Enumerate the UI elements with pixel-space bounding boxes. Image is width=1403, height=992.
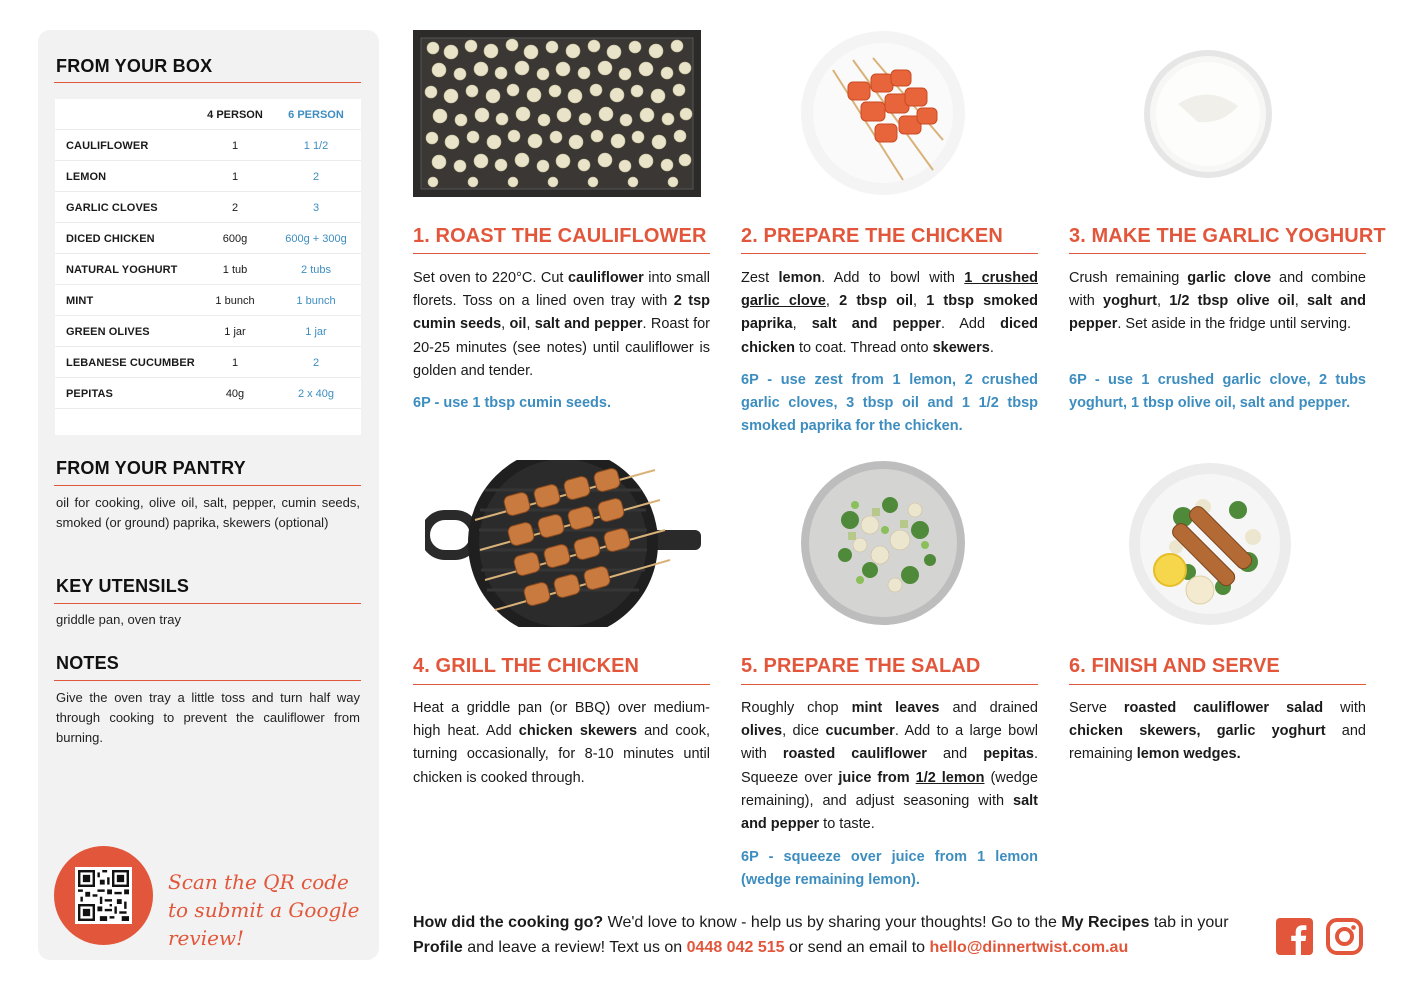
step-3-body: Crush remaining garlic clove and combine with yoghurt, 1/2 tbsp olive oil, salt and pepper. Set aside in the fridge until serving. <box>1069 270 1367 333</box>
instagram-icon[interactable] <box>1326 918 1363 955</box>
notes-title: NOTES <box>56 653 120 673</box>
quantity-4-person: 600g <box>222 233 248 245</box>
quantity-6-person: 1 jar <box>305 326 327 338</box>
divider <box>54 603 361 604</box>
table-row <box>55 347 361 378</box>
grilled-skewers-image <box>425 460 701 627</box>
qr-code-icon[interactable] <box>75 867 132 924</box>
quantity-6-person: 2 <box>312 357 320 369</box>
table-header <box>55 99 361 130</box>
ingredient-name: GREEN OLIVES <box>66 326 150 338</box>
ingredient-name: PEPITAS <box>66 388 113 400</box>
qr-code-badge[interactable] <box>54 846 153 945</box>
feedback-footer: How did the cooking go? We'd love to know - help us by sharing your thoughts! Go to the My Recipes tab in your Profile and leave a review! Text us on 0448 042 515 or send an email to hello@dinnertwist.com.au <box>413 914 1229 956</box>
quantity-4-person: 40g <box>225 388 245 400</box>
ingredient-name: MINT <box>66 295 94 307</box>
divider <box>413 253 710 254</box>
step-3-title: 3. MAKE THE GARLIC YOGHURT <box>1069 225 1386 247</box>
notes-text: Give the oven tray a little toss and turn half way through cooking to prevent the cauliflower from burning. <box>56 690 360 745</box>
marinated-chicken-image <box>793 30 973 197</box>
table-row <box>55 130 361 161</box>
from-your-box-title: FROM YOUR BOX <box>56 56 213 76</box>
divider <box>741 684 1038 685</box>
divider <box>1069 253 1366 254</box>
quantity-4-person: 1 jar <box>224 326 246 338</box>
divider <box>741 253 1038 254</box>
quantity-6-person: 3 <box>312 202 320 214</box>
step-5-title: 5. PREPARE THE SALAD <box>741 655 981 677</box>
table-row <box>55 378 361 409</box>
table-row <box>55 161 361 192</box>
quantity-4-person: 1 bunch <box>215 295 255 307</box>
step-1-title: 1. ROAST THE CAULIFLOWER <box>413 225 707 247</box>
quantity-6-person: 600g + 300g <box>285 233 347 245</box>
step-6-body: Serve roasted cauliflower salad with chicken skewers, garlic yoghurt and remaining lemon wedges. <box>1069 700 1366 763</box>
quantity-6-person: 1 1/2 <box>303 140 329 152</box>
garlic-yoghurt-image <box>1138 44 1278 184</box>
ingredient-name: DICED CHICKEN <box>66 233 155 245</box>
utensils-text: griddle pan, oven tray <box>56 612 182 627</box>
divider <box>54 485 361 486</box>
step-4-title: 4. GRILL THE CHICKEN <box>413 655 640 677</box>
step-2-title: 2. PREPARE THE CHICKEN <box>741 225 1003 247</box>
roasted-cauliflower-image <box>413 30 701 197</box>
divider <box>1069 684 1366 685</box>
divider <box>54 82 361 83</box>
cauliflower-salad-image <box>800 460 966 626</box>
step-6-title: 6. FINISH AND SERVE <box>1069 655 1280 677</box>
ingredient-name: LEBANESE CUCUMBER <box>66 357 195 369</box>
key-utensils-title: KEY UTENSILS <box>56 576 190 596</box>
header-6-person: 6 PERSON <box>288 109 344 121</box>
ingredients-table <box>55 99 361 435</box>
from-your-pantry-title: FROM YOUR PANTRY <box>56 458 246 478</box>
facebook-icon[interactable] <box>1276 918 1313 955</box>
ingredient-name: GARLIC CLOVES <box>66 202 158 214</box>
ingredient-name: CAULIFLOWER <box>66 140 149 152</box>
quantity-6-person: 1 bunch <box>296 295 336 307</box>
qr-review-text: Scan the QR code to submit a Google review! <box>168 870 360 950</box>
quantity-4-person: 1 tub <box>222 264 248 276</box>
step-4-body: Heat a griddle pan (or BBQ) over medium-high heat. Add chicken skewers and cook, turning occasionally, for 8-10 minutes until chicken is cooked through. <box>413 700 710 786</box>
pantry-text: oil for cooking, olive oil, salt, pepper, cumin seeds, smoked (or ground) paprika, skewers (optional) <box>56 495 360 530</box>
step-2-note: 6P - use zest from 1 lemon, 2 crushed garlic cloves, 3 tbsp oil and 1 1/2 tbsp smoked paprika for the chicken. <box>741 372 1038 435</box>
ingredients-panel <box>38 30 379 960</box>
quantity-4-person: 1 <box>231 140 239 152</box>
table-row <box>55 192 361 223</box>
divider <box>413 684 710 685</box>
quantity-6-person: 2 <box>312 171 320 183</box>
step-5-note: 6P - squeeze over juice from 1 lemon (wedge remaining lemon). <box>741 849 1038 889</box>
table-row <box>55 316 361 347</box>
step-2-body: Zest lemon. Add to bowl with 1 crushed garlic clove, 2 tbsp oil, 1 tbsp smoked paprika, salt and pepper. Add diced chicken to coat. Thread onto skewers. <box>741 270 1039 356</box>
finished-dish-image <box>1128 462 1292 626</box>
step-1-note: 6P - use 1 tbsp cumin seeds. <box>413 395 611 411</box>
table-row <box>55 285 361 316</box>
step-3-note: 6P - use 1 crushed garlic clove, 2 tubs yoghurt, 1 tbsp olive oil, salt and pepper. <box>1069 372 1366 412</box>
quantity-4-person: 2 <box>231 202 239 214</box>
divider <box>54 680 361 681</box>
step-5-body: Roughly chop mint leaves and drained olives, dice cucumber. Add to a large bowl with roasted cauliflower and pepitas. Squeeze over juice from 1/2 lemon (wedge remaining), and adjust seasoning with salt and pepper to taste. <box>741 700 1038 833</box>
table-row <box>55 254 361 285</box>
ingredient-name: LEMON <box>66 171 107 183</box>
quantity-6-person: 2 x 40g <box>297 388 335 400</box>
quantity-4-person: 1 <box>231 357 239 369</box>
quantity-6-person: 2 tubs <box>301 264 331 276</box>
step-1-body: Set oven to 220°C. Cut cauliflower into small florets. Toss on a lined oven tray with 2 tsp cumin seeds, oil, salt and pepper. Roast for 20-25 minutes (see notes) until cauliflower is golden and tender. <box>413 270 711 379</box>
quantity-4-person: 1 <box>231 171 239 183</box>
header-4-person: 4 PERSON <box>207 109 263 121</box>
table-row <box>55 223 361 254</box>
ingredient-name: NATURAL YOGHURT <box>66 264 178 276</box>
